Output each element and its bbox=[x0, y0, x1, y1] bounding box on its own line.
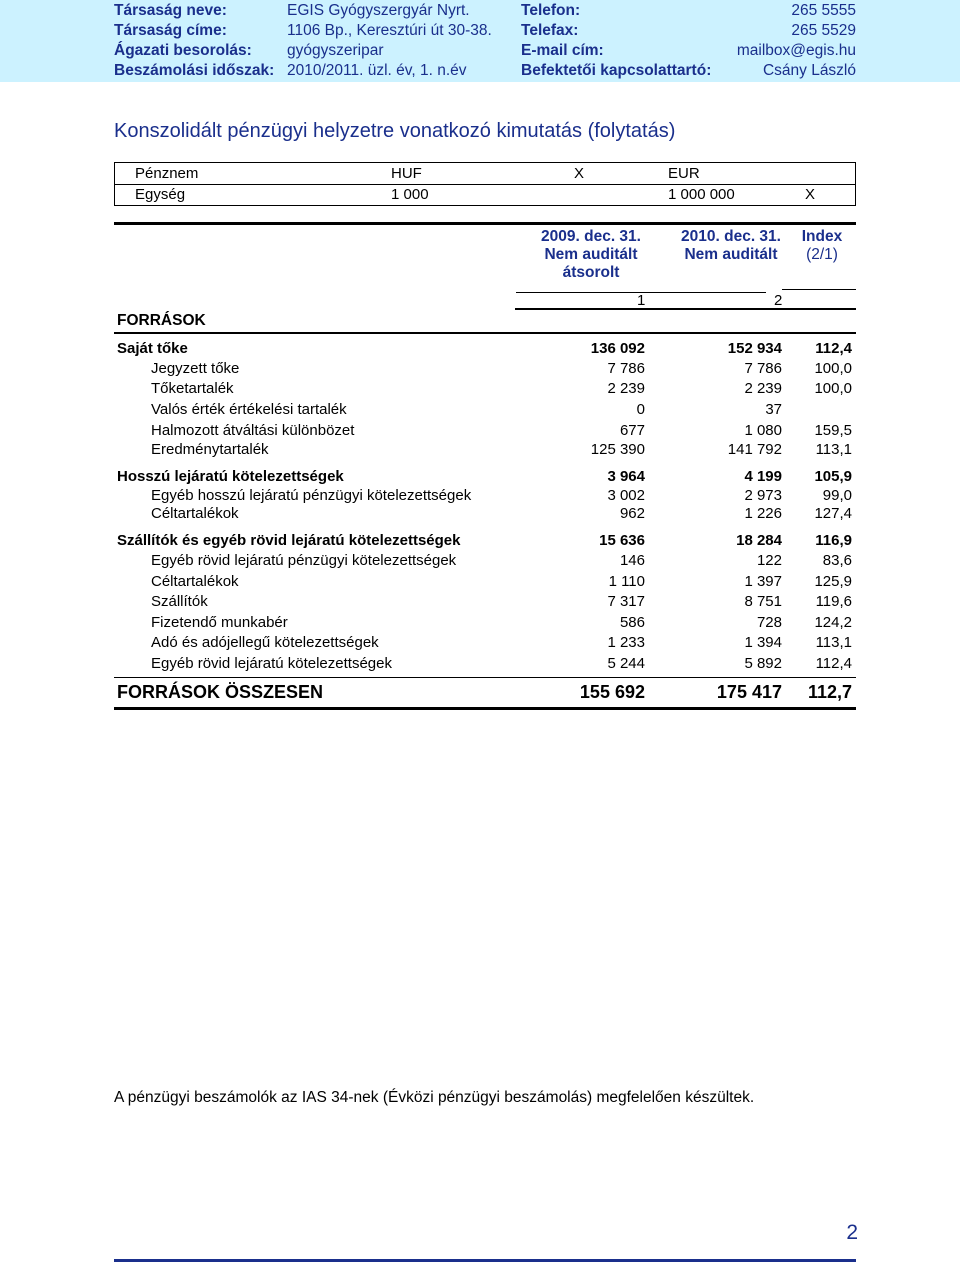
row-value-2010: 5 892 bbox=[744, 655, 782, 672]
period-value: 2010/2011. üzl. év, 1. n.év bbox=[287, 62, 467, 79]
row-value-2010: 1 397 bbox=[744, 573, 782, 590]
row-index: 124,2 bbox=[814, 614, 852, 631]
row-value-2009: 5 244 bbox=[607, 655, 645, 672]
row-value-2010: 2 239 bbox=[744, 380, 782, 397]
row-index: 127,4 bbox=[814, 505, 852, 522]
currency-table bbox=[114, 162, 856, 206]
section-rule bbox=[114, 332, 856, 334]
email-label: E-mail cím: bbox=[521, 42, 604, 59]
unit-thousand: 1 000 bbox=[391, 186, 429, 203]
row-value-2009: 7 786 bbox=[607, 360, 645, 377]
total-bottom-rule bbox=[114, 707, 856, 710]
row-index: 100,0 bbox=[814, 360, 852, 377]
row-value-2009: 125 390 bbox=[590, 441, 645, 458]
row-value-2010: 18 284 bbox=[736, 532, 782, 549]
footer-rule bbox=[114, 1259, 856, 1262]
company-name-value: EGIS Gyógyszergyár Nyrt. bbox=[287, 2, 470, 19]
col1-number: 1 bbox=[637, 292, 646, 309]
company-header bbox=[0, 0, 960, 82]
table-row bbox=[0, 487, 960, 507]
total-top-rule bbox=[114, 677, 856, 678]
row-value-2010: 152 934 bbox=[727, 340, 782, 357]
table-row bbox=[0, 655, 960, 675]
row-index: 113,1 bbox=[815, 441, 852, 458]
row-value-2009: 1 233 bbox=[607, 634, 645, 651]
col1-header bbox=[516, 228, 666, 282]
col3-index: Index bbox=[801, 228, 843, 245]
col2-date: 2010. dec. 31. bbox=[681, 228, 781, 245]
row-label: Céltartalékok bbox=[151, 573, 239, 590]
header-row-period bbox=[0, 61, 960, 81]
row-value-2009: 677 bbox=[619, 422, 645, 439]
row-value-2009: 15 636 bbox=[599, 532, 645, 549]
row-index: 83,6 bbox=[822, 552, 852, 569]
currency-eur: EUR bbox=[668, 165, 700, 182]
row-value-2010: 1 394 bbox=[744, 634, 782, 651]
table-row bbox=[0, 340, 960, 360]
table-row bbox=[0, 468, 960, 488]
row-index: 105,9 bbox=[814, 468, 852, 485]
col2-number: 2 bbox=[774, 292, 783, 309]
row-label: Jegyzett tőke bbox=[151, 360, 240, 377]
table-row bbox=[0, 441, 960, 461]
table-row bbox=[0, 505, 960, 525]
row-index: 112,4 bbox=[815, 655, 852, 672]
email-value: mailbox@egis.hu bbox=[736, 42, 856, 59]
section-title: FORRÁSOK bbox=[117, 312, 206, 329]
page-title: Konszolidált pénzügyi helyzetre vonatkozó kimutatás (folytatás) bbox=[114, 120, 676, 142]
header-row-name bbox=[0, 1, 960, 21]
col2-header bbox=[656, 228, 806, 264]
row-index: 159,5 bbox=[814, 422, 852, 439]
row-value-2009: 146 bbox=[619, 552, 645, 569]
row-value-2009: 962 bbox=[619, 505, 645, 522]
row-value-2009: 3 002 bbox=[607, 487, 645, 504]
table-row bbox=[0, 634, 960, 654]
total-value-2009: 155 692 bbox=[579, 682, 645, 702]
table-row bbox=[0, 614, 960, 634]
col2-audit: Nem auditált bbox=[684, 246, 778, 263]
header-row-sector bbox=[0, 41, 960, 61]
table-top-rule bbox=[114, 222, 856, 225]
currency-label: Pénznem bbox=[135, 165, 199, 182]
table-row bbox=[0, 532, 960, 552]
total-label: FORRÁSOK ÖSSZESEN bbox=[117, 682, 324, 702]
table-row bbox=[0, 573, 960, 593]
total-value-2010: 175 417 bbox=[716, 682, 782, 702]
row-index: 125,9 bbox=[814, 573, 852, 590]
col1-restated: átsorolt bbox=[562, 264, 620, 281]
row-label: Egyéb rövid lejáratú pénzügyi kötelezettségek bbox=[151, 552, 457, 569]
row-label: Céltartalékok bbox=[151, 505, 239, 522]
sector-label: Ágazati besorolás: bbox=[114, 42, 252, 59]
row-label: Eredménytartalék bbox=[151, 441, 269, 458]
row-value-2009: 0 bbox=[636, 401, 645, 418]
unit-million-mark: X bbox=[805, 186, 816, 203]
currency-huf: HUF bbox=[391, 165, 422, 182]
table-row bbox=[0, 552, 960, 572]
col1-date: 2009. dec. 31. bbox=[541, 228, 641, 245]
row-label: Hosszú lejáratú kötelezettségek bbox=[117, 468, 344, 485]
header-row-address bbox=[0, 21, 960, 41]
row-label: Valós érték értékelési tartalék bbox=[151, 401, 347, 418]
row-value-2010: 7 786 bbox=[744, 360, 782, 377]
row-value-2010: 8 751 bbox=[744, 593, 782, 610]
company-address-value: 1106 Bp., Keresztúri út 30-38. bbox=[287, 22, 492, 39]
footnote: A pénzügyi beszámolók az IAS 34-nek (Évközi pénzügyi beszámolás) megfelelően készültek. bbox=[114, 1089, 755, 1106]
section-rule-right bbox=[515, 308, 856, 310]
row-value-2010: 1 226 bbox=[744, 505, 782, 522]
row-label: Halmozott átváltási különbözet bbox=[151, 422, 355, 439]
total-index: 112,7 bbox=[807, 682, 852, 702]
col3-header bbox=[790, 228, 854, 264]
fax-value: 265 5529 bbox=[791, 22, 856, 39]
row-value-2009: 1 110 bbox=[608, 573, 645, 590]
investor-contact-value: Csány László bbox=[762, 62, 856, 79]
company-name-label: Társaság neve: bbox=[114, 2, 227, 19]
row-label: Adó és adójellegű kötelezettségek bbox=[151, 634, 379, 651]
row-label: Egyéb rövid lejáratú kötelezettségek bbox=[151, 655, 392, 672]
row-label: Szállítók bbox=[151, 593, 208, 610]
row-label: Szállítók és egyéb rövid lejáratú kötelezettségek bbox=[117, 532, 461, 549]
unit-million: 1 000 000 bbox=[668, 186, 735, 203]
total-row bbox=[0, 682, 960, 706]
table-row bbox=[0, 422, 960, 442]
col3-formula: (2/1) bbox=[806, 246, 838, 263]
row-value-2009: 136 092 bbox=[590, 340, 645, 357]
row-label: Saját tőke bbox=[117, 340, 188, 357]
row-index: 113,1 bbox=[815, 634, 852, 651]
row-index: 116,9 bbox=[815, 532, 852, 549]
row-value-2010: 37 bbox=[765, 401, 782, 418]
row-value-2010: 141 792 bbox=[727, 441, 782, 458]
row-value-2009: 7 317 bbox=[607, 593, 645, 610]
col-num-rule-2 bbox=[782, 289, 856, 290]
table-row bbox=[0, 593, 960, 613]
currency-divider bbox=[115, 184, 855, 185]
company-address-label: Társaság címe: bbox=[114, 22, 227, 39]
fax-label: Telefax: bbox=[521, 22, 579, 39]
period-label: Beszámolási időszak: bbox=[114, 62, 275, 79]
row-label: Tőketartalék bbox=[151, 380, 234, 397]
row-value-2009: 2 239 bbox=[607, 380, 645, 397]
row-value-2010: 1 080 bbox=[744, 422, 782, 439]
row-label: Fizetendő munkabér bbox=[151, 614, 288, 631]
row-label: Egyéb hosszú lejáratú pénzügyi kötelezettségek bbox=[151, 487, 472, 504]
row-value-2010: 122 bbox=[756, 552, 782, 569]
row-index: 99,0 bbox=[822, 487, 852, 504]
row-value-2009: 586 bbox=[619, 614, 645, 631]
phone-value: 265 5555 bbox=[791, 2, 856, 19]
row-value-2009: 3 964 bbox=[607, 468, 645, 485]
row-value-2010: 2 973 bbox=[744, 487, 782, 504]
currency-huf-mark: X bbox=[574, 165, 585, 182]
page-number: 2 bbox=[846, 1221, 858, 1244]
col1-audit: Nem auditált bbox=[544, 246, 638, 263]
row-value-2010: 4 199 bbox=[744, 468, 782, 485]
row-index: 119,6 bbox=[815, 593, 852, 610]
sector-value: gyógyszeripar bbox=[287, 42, 384, 59]
investor-contact-label: Befektetői kapcsolattartó: bbox=[521, 62, 712, 79]
row-index: 100,0 bbox=[814, 380, 852, 397]
phone-label: Telefon: bbox=[521, 2, 581, 19]
row-index: 112,4 bbox=[815, 340, 852, 357]
unit-label: Egység bbox=[135, 186, 186, 203]
table-row bbox=[0, 360, 960, 380]
table-row bbox=[0, 401, 960, 421]
row-value-2010: 728 bbox=[756, 614, 782, 631]
table-row bbox=[0, 380, 960, 400]
